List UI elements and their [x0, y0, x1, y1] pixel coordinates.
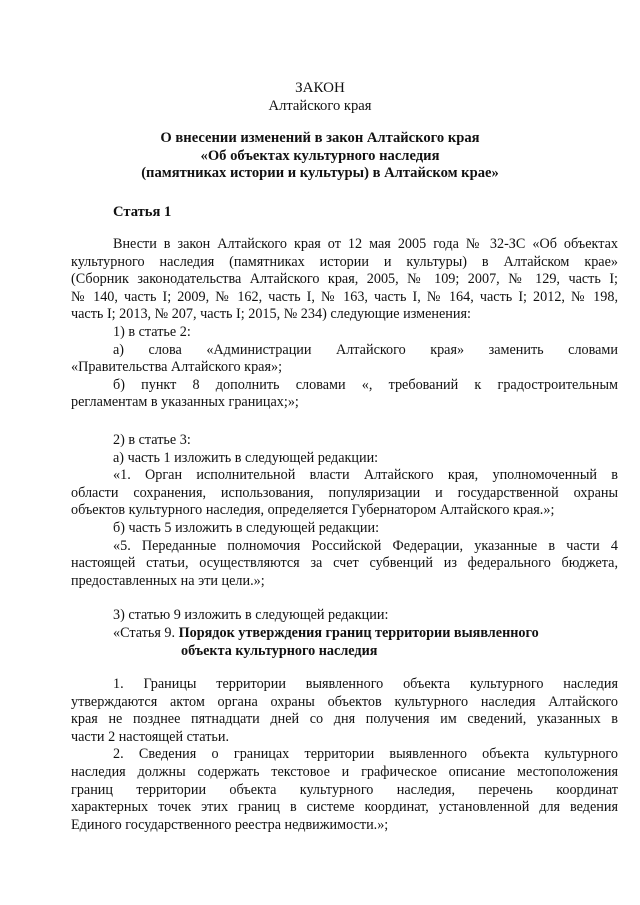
title-line: (памятниках истории и культуры) в Алтайском крае»	[141, 165, 499, 182]
text-line: 2. Сведения о границах территории выявленного объекта культурного	[113, 746, 618, 763]
item-2-block	[71, 432, 618, 590]
article-heading: Статья 1	[113, 204, 172, 220]
intro-paragraph	[71, 236, 618, 412]
article-9-heading	[113, 625, 618, 660]
item-2b: б) часть 5 изложить в следующей редакции:	[113, 519, 380, 536]
title-line: «Об объектах культурного наследия	[200, 147, 440, 164]
title-line: О внесении изменений в закон Алтайского края	[160, 130, 480, 146]
text-line: 1. Границы территории выявленного объекта культурного наследия	[113, 676, 618, 692]
text-line: настоящей статьи, осуществляются за счет субвенций из федерального бюджета,	[71, 555, 618, 572]
article-9-title: Порядок утверждения границ территории выявленного	[178, 625, 539, 641]
text-line: предоставленных на эти цели.»;	[71, 572, 265, 589]
text-line: «1. Орган исполнительной власти Алтайского края, уполномоченный в	[113, 467, 618, 484]
text-line: характерных точек этих границ в системе координат, установленной для ведения	[71, 799, 618, 816]
text-line: «5. Переданные полномочия Российской Федерации, указанные в части 4	[113, 537, 618, 554]
item-2: 2) в статье 3:	[113, 432, 191, 448]
text-line: утверждаются актом органа охраны объектов культурного наследия Алтайского	[71, 693, 618, 710]
item-1a: а) слова «Администрации Алтайского края» заменить словами	[113, 341, 618, 358]
item-1b: б) пункт 8 дополнить словами «, требований к градостроительным	[113, 376, 618, 393]
text-line: регламентам в указанных границах;»;	[71, 394, 299, 411]
text-line: Единого государственного реестра недвижимости.»;	[71, 816, 389, 833]
article-9-prefix: «Статья 9.	[113, 625, 179, 641]
law-heading: ЗАКОН	[295, 80, 345, 96]
text-line: культурного наследия (памятниках истории и культуры) в Алтайском крае»	[71, 253, 618, 270]
text-line: «Правительства Алтайского края»;	[71, 359, 283, 376]
item-3: 3) статью 9 изложить в следующей редакции:	[113, 607, 389, 623]
text-line: границ территории объекта культурного наследия, перечень координат	[71, 781, 618, 798]
text-line: Внести в закон Алтайского края от 12 мая 2005 года № 32-ЗС «Об объектах	[113, 236, 618, 252]
region-heading: Алтайского края	[268, 98, 372, 114]
text-line: (Сборник законодательства Алтайского края, 2005, № 109; 2007, № 129, часть I;	[71, 271, 618, 288]
article-9-title: объекта культурного наследия	[181, 642, 378, 659]
item-1: 1) в статье 2:	[113, 323, 191, 340]
text-line: края не позднее пятнадцати дней со дня получения им сведений, указанных в	[71, 711, 618, 728]
text-line: объектов культурного наследия, определяется Губернатором Алтайского края.»;	[71, 502, 555, 519]
item-3-block	[71, 607, 618, 625]
law-title	[60, 130, 580, 183]
text-line: наследия должны содержать текстовое и графическое описание местоположения	[71, 763, 618, 780]
article-9-part-1	[71, 676, 618, 834]
text-line: части 2 настоящей статьи.	[71, 728, 230, 745]
text-line: области сохранения, использования, популяризации и государственной охраны	[71, 484, 618, 501]
text-line: часть I; 2013, № 207, часть I; 2015, № 234) следующие изменения:	[71, 306, 471, 323]
item-2a: а) часть 1 изложить в следующей редакции:	[113, 449, 379, 466]
text-line: № 140, часть I; 2009, № 162, часть I, № 163, часть I, № 164, часть I; 2012, № 198,	[71, 288, 618, 305]
